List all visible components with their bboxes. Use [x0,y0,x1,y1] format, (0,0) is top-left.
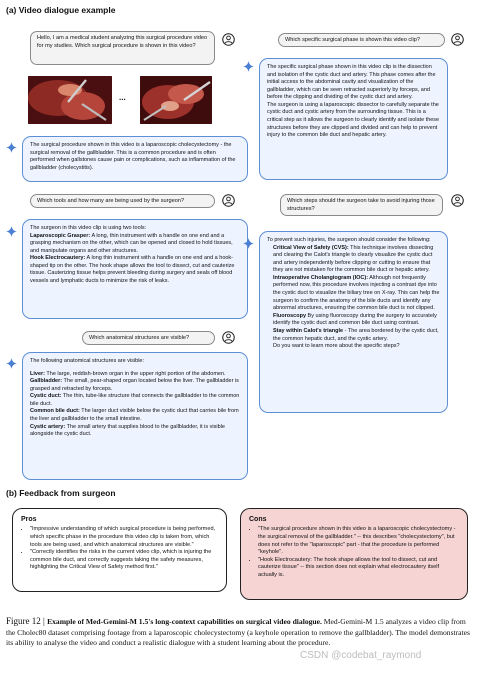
video-frame-1 [28,76,112,124]
user-question-procedure: Hello, I am a medical student analyzing this surgical procedure video for my studies. Which surgical procedure is shown in this video? [30,31,215,65]
pros-box [12,508,227,592]
step-calot [267,328,440,343]
user-icon [222,194,235,207]
gemini-sparkle-icon [6,142,17,153]
user-question-anatomy: Which anatomical structures are visible? [82,331,215,345]
structure-gallbladder-name: Gallbladder: [30,378,63,385]
structure-cystic-duct-name: Cystic duct: [30,393,62,400]
cons-box [240,508,468,600]
tool-grasper [30,233,240,256]
user-question-tools: Which tools and how many are being used by the surgeon? [30,194,215,208]
caption-body: Med-Gemini-M 1.5 analyzes a video clip from the Cholec80 dataset comprising footage from a laparoscopic cholecystectomy (a keyhole operation to remove the gallbladder). The model demonstrates its ability to analyse the video and conduct a realistic dialogue with a student learning about the procedure. [6,617,470,647]
cons-list [249,526,459,579]
cons-item: • "The surgical procedure shown in this video is a laparoscopic cholecystectomy - the surgical removal of the gallbladder." -- this describes "cholecystectomy", but does not refer to the "laparoscopic" part - that the procedure is performed "keyhole". [258,526,459,556]
step-cvs-desc: This technique involves dissecting and clearing the Calot's triangle to clearly visualize the cystic duct and artery independently before clipping or cutting to ensure that they are not mistaken for the common bile duct or hepatic artery. [273,244,434,274]
ai-answer-procedure-text: The surgical procedure shown in this video is a laparoscopic cholecystectomy - the surgical removal of the gallbladder. This is a common procedure and is often performed when gallstones cause pain or complications, such as inflammation of the gallbladder (cholecystitis). [30,142,236,171]
structure-cystic-duct [30,393,240,408]
safety-intro: To prevent such injuries, the surgeon should consider the following: [267,237,431,243]
ai-answer-tools [22,219,248,319]
caption-bold: Example of Med-Gemini-M 1.5's long-context capabilities on surgical video dialogue. [47,617,322,626]
step-ioc-desc: Although not frequently performed now, this procedure involves injecting a contrast dye into the cystic duct to visualize the biliary tree on X-ray. This can help the surgeon to confirm the anatomy of the bile ducts and identify any abnormal structures, ensuring the common bile duct is not clipped. [273,274,440,312]
cons-item: • "Hook Electrocautery: The hook shape allows the tool to dissect, cut and cauterize tissue" -- this section does not explain what electrocautery itself actually is. [258,557,459,580]
pros-list [21,526,218,571]
ai-answer-anatomy [22,352,248,480]
structure-cbd-name: Common bile duct: [30,408,80,415]
gemini-sparkle-icon [243,61,254,72]
section-a-title: (a) Video dialogue example [6,5,116,15]
structure-cystic-artery [30,424,240,439]
user-icon [222,33,235,46]
ai-answer-procedure [22,136,248,182]
watermark: CSDN @codebat_raymond [300,650,422,661]
pros-item: • "Impressive understanding of which surgical procedure is being performed, which specific phase in the procedure this video clip is taken from, which tools are being used, and which anatomical structures are visible." [30,526,218,549]
structure-gallbladder [30,378,240,393]
figure-caption [6,616,476,648]
user-icon [451,194,464,207]
tool-grasper-desc: A long, thin instrument with a handle on one end and a grasping mechanism on the other, which can be opened and closed to hold tissues, and manipulate organs and other structures. [30,232,233,254]
step-calot-desc: - The area bordered by the cystic duct, the common hepatic duct, and the cystic artery. [273,327,439,342]
tool-hook [30,255,240,285]
structure-liver [30,371,240,379]
gemini-sparkle-icon [6,226,17,237]
tools-intro: The surgeon in this video clip is using two tools: [30,225,147,231]
pros-item: • "Correctly identifies the risks in the current video clip, which is injuring the common bile duct, and correctly suggests taking the safety measures, highlighting the Critical View of Safety method first." [30,549,218,572]
user-icon [222,331,235,344]
section-b-title: (b) Feedback from surgeon [6,488,116,498]
phase-paragraph-2: The surgeon is using a laparoscopic dissector to carefully separate the cystic duct and cystic artery from the surrounding tissue. This is a critical step as it allows the surgeon to clearly identify and isolate these structures before they are clipped and divided and can help to prevent injury to the common bile duct and hepatic artery. [267,101,440,139]
structure-cbd-desc: The larger duct visible below the cystic duct that carries bile from the liver and gallbladder to the small intestine. [30,408,239,423]
cons-title: Cons [249,516,267,523]
structure-liver-name: Liver: [30,370,45,377]
caption-label: Figure 12 | [6,616,48,626]
step-ioc-name: Intraoperative Cholangiogram (IOC): [273,274,369,281]
safety-outro: Do you want to learn more about the specific steps? [273,343,400,350]
user-question-phase: Which specific surgical phase is shown this video clip? [278,33,445,47]
gemini-sparkle-icon [243,238,254,249]
pros-title: Pros [21,516,37,523]
structure-cystic-artery-name: Cystic artery: [30,423,66,430]
user-icon [451,33,464,46]
structure-cystic-duct-desc: The thin, tube-like structure that connects the gallbladder to the common bile duct. [30,393,240,407]
step-cvs [267,245,440,275]
frames-ellipsis: ... [119,93,126,102]
ai-answer-phase [259,58,448,180]
step-fluoroscopy-desc: By using fluoroscopy during the surgery to accurately identify the cystic duct and common bile duct using contrast. [273,312,437,327]
tool-grasper-name: Laparoscopic Grasper: [30,232,91,239]
ai-answer-safety-steps [259,231,448,413]
structure-cystic-artery-desc: The small artery that supplies blood to the gallbladder, it is visible alongside the cystic duct. [30,423,225,438]
user-question-avoid-injury: Which steps should the surgeon take to avoid injuring those structures? [280,194,443,216]
structure-common-bile-duct [30,408,240,423]
step-ioc [267,275,440,313]
step-cvs-name: Critical View of Safety (CVS): [273,244,349,251]
tool-hook-desc: A long thin instrument with a handle on one end and a hook-shaped tip on the other. The hook shape allows the tool to dissect, cut and cauterize tissue. Cauterizing tissue helps prevent bleeding during surgery and seals off blood vessels and lymphatic ducts to minimize the risk of leaks. [30,255,235,285]
structure-liver-desc: The large, reddish-brown organ in the upper right portion of the abdomen. [44,370,226,377]
structure-gallbladder-desc: The small, pear-shaped organ located below the liver. The gallbladder is grasped and retracted by forceps. [30,378,239,392]
anatomy-intro: The following anatomical structures are visible: [30,358,145,364]
step-calot-name: Stay within Calot's triangle [273,327,344,334]
video-frame-2 [140,76,212,124]
step-fluoroscopy-name: Fluoroscopy [273,312,307,319]
phase-paragraph-1: The specific surgical phase shown in this video clip is the dissection and isolation of the cystic duct and artery. This phase comes after the initial access to the abdominal cavity and visualization of the gallbladder, which can be seen retracted superiorly by forceps, and before the clipping and dividing of the cystic duct and artery. [267,64,436,101]
tool-hook-name: Hook Electrocautery: [30,255,86,262]
step-fluoroscopy [267,313,440,328]
gemini-sparkle-icon [6,358,17,369]
